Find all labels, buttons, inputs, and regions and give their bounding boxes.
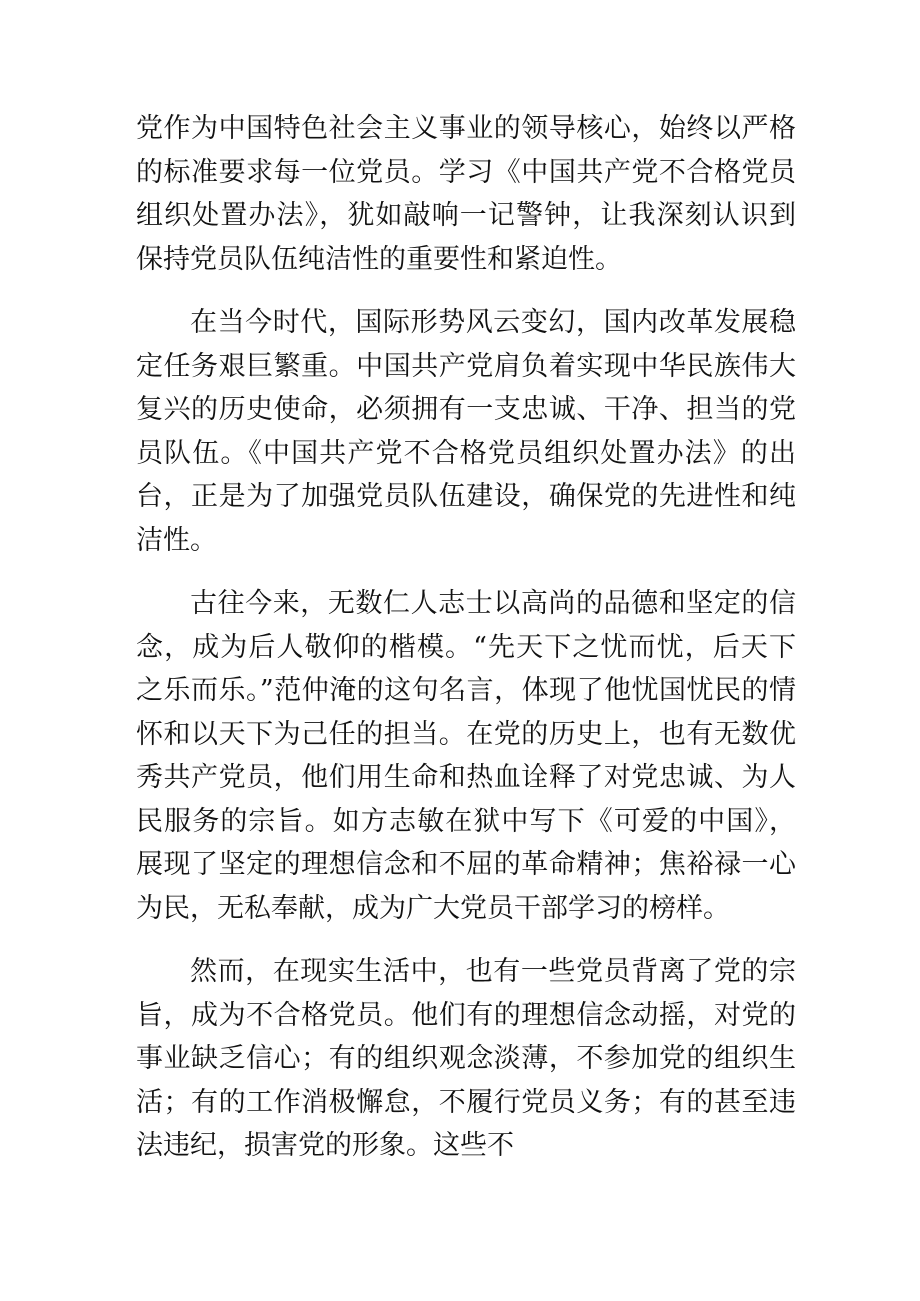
paragraph-1: 党作为中国特色社会主义事业的领导核心，始终以严格的标准要求每一位党员。学习《中国共产党不合格党员组织处置办法》，犹如敲响一记警钟，让我深刻认识到保持党员队伍纯洁性的重要性和紧迫性。: [136, 113, 796, 275]
paragraph-3: 古往今来，无数仁人志士以高尚的品德和坚定的信念，成为后人敬仰的楷模。“先天下之忧而忧，后天下之乐而乐。”范仲淹的这句名言，体现了他忧国忧民的情怀和以天下为己任的担当。在党的历史上，也有无数优秀共产党员，他们用生命和热血诠释了对党忠诚、为人民服务的宗旨。如方志敏在狱中写下《可爱的中国》，展现了坚定的理想信念和不屈的革命精神；焦裕禄一心为民，无私奉献，成为广大党员干部学习的榜样。: [136, 588, 796, 924]
paragraph-2: 在当今时代，国际形势风云变幻，国内改革发展稳定任务艰巨繁重。中国共产党肩负着实现中华民族伟大复兴的历史使命，必须拥有一支忠诚、干净、担当的党员队伍。《中国共产党不合格党员组织处置办法》的出台，正是为了加强党员队伍建设，确保党的先进性和纯洁性。: [136, 307, 796, 556]
paragraph-4: 然而，在现实生活中，也有一些党员背离了党的宗旨，成为不合格党员。他们有的理想信念动摇，对党的事业缺乏信心；有的组织观念淡薄，不参加党的组织生活；有的工作消极懈怠，不履行党员义务；有的甚至违法违纪，损害党的形象。这些不: [136, 956, 796, 1161]
document-body: [136, 107, 796, 1188]
